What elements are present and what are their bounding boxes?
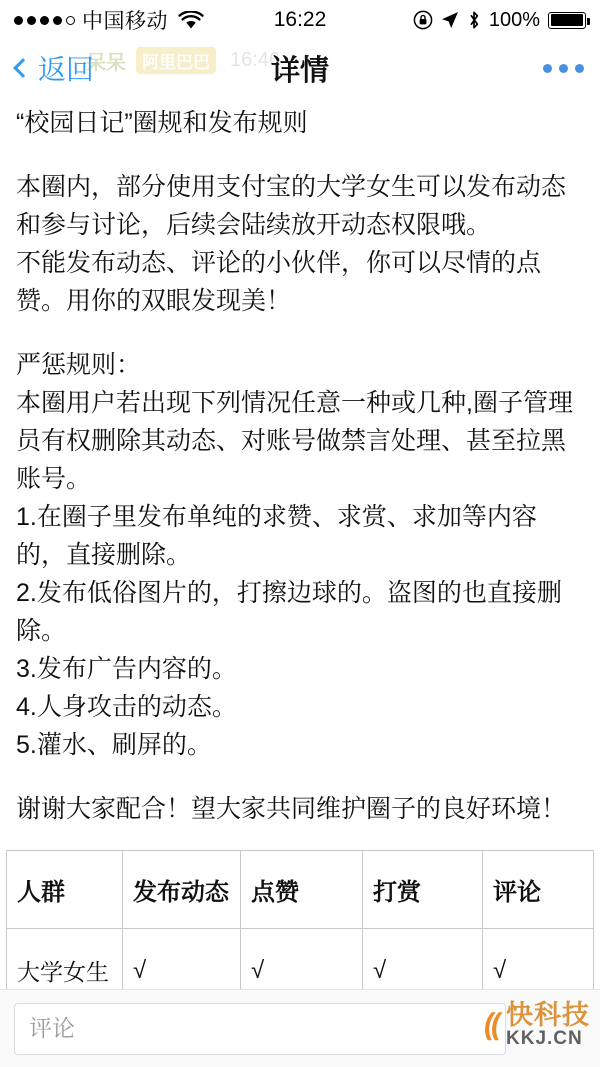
battery-percent-label: 100% [488,8,540,31]
table-cell-comment: √ [483,929,594,1013]
watermark-url: KKJ.CN [506,1028,583,1050]
table-header-cell: 人群 [7,851,123,929]
article-rule-5: 5.灌水、刷屏的。 [16,731,212,759]
article-paragraph-3: 严惩规则： [16,351,142,379]
article-rule-1: 1.在圈子里发布单纯的求赞、求赏、求加等内容的，直接删除。 [16,503,537,569]
comment-bar [0,989,600,1067]
article-rule-3: 3.发布广告内容的。 [16,655,237,683]
back-button[interactable] [16,48,94,88]
back-button-label: 返回 [38,54,95,85]
status-bar-left [14,5,204,35]
wifi-icon [178,11,204,30]
status-bar-clock: 16:22 [273,8,327,31]
ghost-chip-left: 呆呆 [86,51,126,74]
carrier-label: 中国移动 [82,10,168,33]
kkj-logo-icon: (( [481,1007,501,1041]
page-title: 详情 [270,54,329,87]
article-body [0,96,600,828]
table-cell-reward: √ [363,929,483,1013]
bluetooth-icon [467,10,481,30]
table-cell-like: √ [241,929,363,1013]
watermark-brand: 快科技 [506,999,590,1030]
table-header-cell: 打赏 [363,851,483,929]
table-header-cell: 评论 [483,851,594,929]
ghost-chip-right: 阿里巴巴 [136,47,216,74]
ghost-time-label: 16:46 [230,48,281,71]
status-bar [0,0,600,40]
article-rule-4: 4.人身攻击的动态。 [16,693,237,721]
article-paragraph-4: 本圈用户若出现下列情况任意一种或几种,圈子管理员有权删除其动态、对账号做禁言处理、甚至拉黑账号。 [16,389,573,493]
table-header-cell: 点赞 [241,851,363,929]
article-rule-2: 2.发布低俗图片的，打擦边球的。盗图的也直接删除。 [16,579,562,645]
article-paragraph-2: 不能发布动态、评论的小伙伴，你可以尽情的点赞。用你的双眼发现美！ [16,249,542,315]
table-cell-post: √ [123,929,241,1013]
rotation-lock-icon [413,10,433,30]
article-closing: 谢谢大家配合！望大家共同维护圈子的良好环境！ [16,795,567,823]
location-arrow-icon [441,11,459,29]
battery-full-icon [548,12,586,29]
more-dots-icon[interactable] [543,64,584,73]
article-paragraph-1: 本圈内，部分使用支付宝的大学女生可以发布动态和参与讨论，后续会陆续放开动态权限哦。 [16,173,567,239]
status-bar-right [413,9,586,32]
table-header-cell: 发布动态 [123,851,241,929]
article-heading: “校园日记”圈规和发布规则 [16,109,308,137]
chevron-left-icon [13,58,33,78]
navigation-bar [0,40,600,96]
table-cell-group: 大学女生 [7,929,123,1013]
comment-input[interactable] [14,1003,506,1055]
table-header-row [7,851,594,929]
signal-strength-icon [14,16,75,25]
